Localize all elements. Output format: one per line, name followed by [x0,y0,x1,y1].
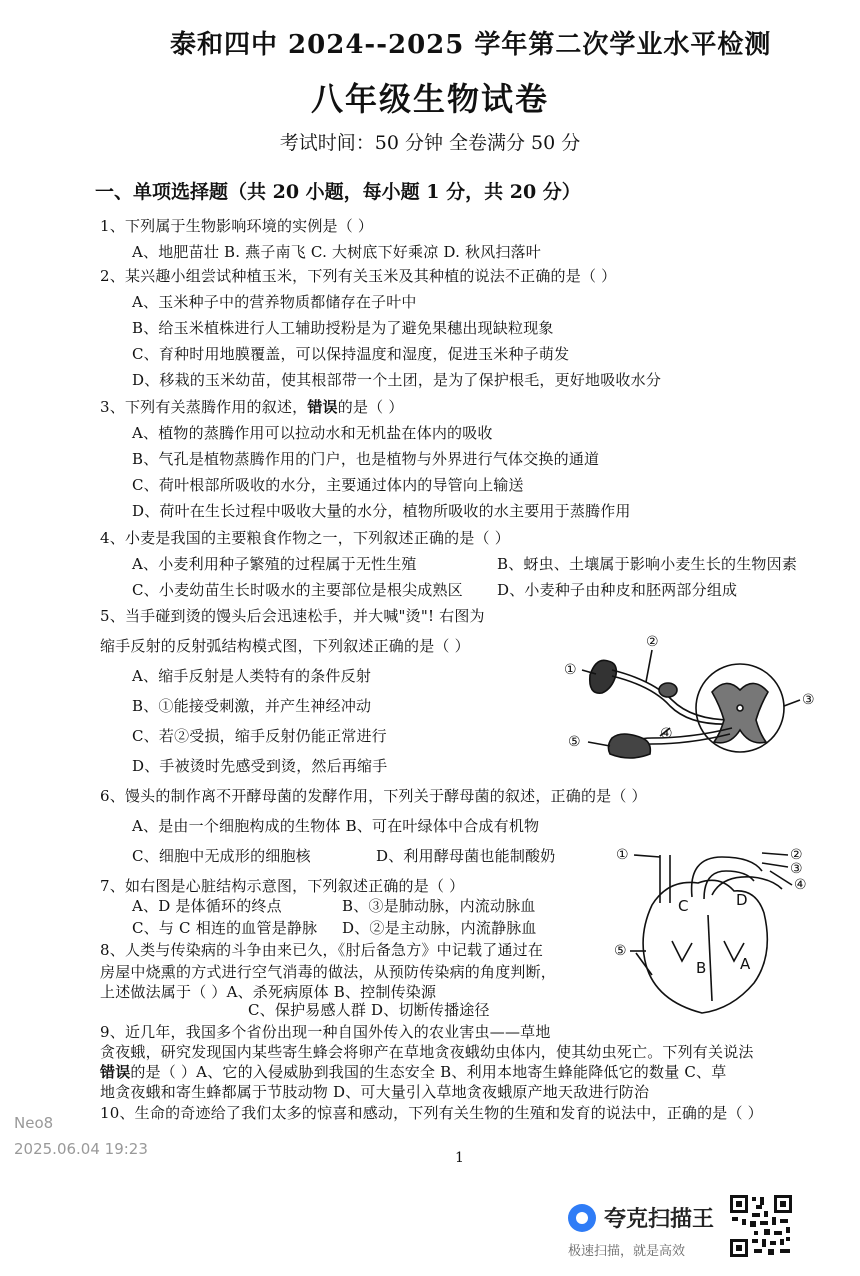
q3-stem-post: 的是（ ） [337,398,404,416]
q6-stem: 6、馒头的制作离不开酵母菌的发酵作用，下列关于酵母菌的叙述，正确的是（ ） [100,787,647,805]
reflex-label-5: ⑤ [568,734,581,750]
q2-option-c: C、育种时用地膜覆盖，可以保持温度和湿度，促进玉米种子萌发 [132,345,570,363]
q9-emphasis: 错误 [100,1063,131,1081]
school-title: 泰和四中 2024--2025 学年第二次学业水平检测 [170,30,772,60]
exam-title: 八年级生物试卷 [310,80,549,118]
qr-code-icon [728,1193,794,1259]
q4-option-a: A、小麦利用种子繁殖的过程属于无性生殖 [132,555,417,573]
heart-chamber-b: B [696,959,707,977]
q7-option-c: C、与 C 相连的血管是静脉 [132,919,318,937]
reflex-label-4: ④ [660,726,673,742]
reflex-arc-diagram [562,630,824,780]
q3-stem [100,397,404,417]
q5-option-b: B、①能接受刺激，并产生神经冲动 [132,697,372,715]
heart-label-5: ⑤ [614,943,627,959]
q2-option-b: B、给玉米植株进行人工辅助授粉是为了避免果穗出现缺粒现象 [132,319,554,337]
page-number: 1 [455,1150,464,1166]
reflex-label-1: ① [564,662,577,678]
q3-option-c: C、荷叶根部所吸收的水分，主要通过体内的导管向上输送 [132,476,524,494]
q5-option-a: A、缩手反射是人类特有的条件反射 [132,667,372,685]
heart-label-4: ④ [794,877,807,893]
heart-chamber-c: C [678,897,689,915]
q2-option-d: D、移栽的玉米幼苗，使其根部带一个土团，是为了保护根毛，更好地吸收水分 [132,371,662,389]
exam-info: 考试时间：50 分钟 全卷满分 50 分 [279,132,581,154]
q1-stem: 1、下列属于生物影响环境的实例是（ ） [100,217,374,235]
q3-option-d: D、荷叶在生长过程中吸收大量的水分，植物所吸收的水主要用于蒸腾作用 [132,502,631,520]
q5-option-c: C、若②受损，缩手反射仍能正常进行 [132,727,387,745]
q10-stem: 10、生命的奇迹给了我们太多的惊喜和感动，下列有关生物的生殖和发育的说法中，正确的是（ ） [100,1104,763,1122]
q9-line2: 贪夜蛾，研究发现国内某些寄生蜂会将卵产在草地贪夜蛾幼虫体内，使其幼虫死亡。下列有关说法 [100,1043,754,1061]
q6-option-d: D、利用酵母菌也能制酸奶 [376,847,556,865]
q3-option-a: A、植物的蒸腾作用可以拉动水和无机盐在体内的吸收 [132,424,493,442]
q1-options: A、地肥苗壮 B. 燕子南飞 C. 大树底下好乘凉 D. 秋风扫落叶 [132,243,542,261]
reflex-label-2: ② [646,634,659,650]
q5-option-d: D、手被烫时先感受到烫，然后再缩手 [132,757,388,775]
scanner-logo-text: 夸克扫描王 [604,1207,715,1232]
reflex-label-3: ③ [802,692,815,708]
q9-line3 [100,1062,726,1082]
q2-option-a: A、玉米种子中的营养物质都储存在子叶中 [132,293,417,311]
q4-option-b: B、蚜虫、土壤属于影响小麦生长的生物因素 [497,555,798,573]
heart-diagram [612,845,817,1020]
q9-line1: 9、近几年，我国多个省份出现一种自国外传入的农业害虫——草地 [100,1023,551,1041]
q3-stem-pre: 3、下列有关蒸腾作用的叙述， [100,398,308,416]
q2-stem: 2、某兴趣小组尝试种植玉米，下列有关玉米及其种植的说法不正确的是（ ） [100,267,617,285]
q8-line1: 8、人类与传染病的斗争由来已久，《肘后备急方》中记载了通过在 [100,941,544,959]
q3-option-b: B、气孔是植物蒸腾作用的门户，也是植物与外界进行气体交换的通道 [132,450,600,468]
q6-options-ab: A、是由一个细胞构成的生物体 B、可在叶绿体中合成有机物 [132,817,540,835]
q5-stem-line1: 5、当手碰到烫的馒头后会迅速松手，并大喊"烫"! 右图为 [100,607,485,625]
heart-chamber-a: A [740,955,751,973]
section-title: 一、单项选择题（共 20 小题，每小题 1 分，共 20 分） [95,181,581,203]
heart-label-2: ② [790,847,803,863]
q5-stem-line2: 缩手反射的反射弧结构模式图，下列叙述正确的是（ ） [100,637,470,655]
q8-line2: 房屋中烧熏的方式进行空气消毒的做法，从预防传染病的角度判断， [100,963,557,981]
q4-stem: 4、小麦是我国的主要粮食作物之一，下列叙述正确的是（ ） [100,529,510,547]
heart-chamber-d: D [736,891,748,909]
scanner-logo-slogan: 极速扫描，就是高效 [568,1244,686,1259]
heart-label-1: ① [616,847,629,863]
camera-timestamp-watermark: 2025.06.04 19:23 [14,1140,148,1158]
camera-model-watermark: Neo8 [14,1114,54,1132]
q7-option-a: A、D 是体循环的终点 [132,897,282,915]
q4-option-c: C、小麦幼苗生长时吸水的主要部位是根尖成熟区 [132,581,463,599]
heart-label-3: ③ [790,861,803,877]
q7-stem: 7、如右图是心脏结构示意图，下列叙述正确的是（ ） [100,877,465,895]
q8-line4: C、保护易感人群 D、切断传播途径 [248,1001,490,1019]
q8-line3: 上述做法属于（ ）A、杀死病原体 B、控制传染源 [100,983,437,1001]
q7-option-d: D、②是主动脉，内流静脉血 [342,919,537,937]
q7-option-b: B、③是肺动脉，内流动脉血 [342,897,536,915]
q4-option-d: D、小麦种子由种皮和胚两部分组成 [497,581,738,599]
scanner-logo [568,1200,728,1260]
q6-option-c: C、细胞中无成形的细胞核 [132,847,311,865]
scanner-logo-icon [568,1204,596,1232]
q3-stem-emphasis: 错误 [307,398,338,416]
q9-line4: 地贪夜蛾和寄生蜂都属于节肢动物 D、可大量引入草地贪夜蛾原产地天敌进行防治 [100,1083,650,1101]
q9-line3-text: 的是（ ）A、它的入侵威胁到我国的生态安全 B、利用本地寄生蜂能降低它的数量 C、草 [130,1063,727,1081]
